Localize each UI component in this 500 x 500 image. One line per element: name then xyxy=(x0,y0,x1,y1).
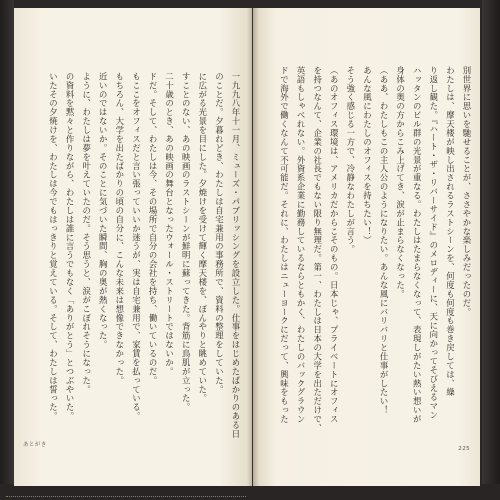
left-column-4: すことのない、あの映画のラストシーンが鮮明に蘇ってきた。背筋に鳥肌が立った。 xyxy=(181,72,192,412)
left-page xyxy=(14,8,252,486)
left-column-7: もここをオフィスだと言い張っていいか迷うが、実は自宅兼用で、家賃を払っている。 xyxy=(131,72,142,421)
left-column-8: もちろん、大学を出たばかりの頃の自分に、こんな未来は想像できなかった。 xyxy=(114,72,125,385)
right-column-2: わたしは、摩天楼が映し出されるラストシーンを、何度も何度も巻き戻しては、繰 xyxy=(445,66,456,397)
left-column-11: の資料を黙々と作りながら、わたしは誰に言うでもなく「ありがとう」とつぶやいた。 xyxy=(65,72,76,421)
left-column-2: のことだ。夕暮れどき、わたしは自宅兼用の事務所で、資料の整理をしていた。 xyxy=(214,72,225,394)
right-column-1: 別世界に思いを馳せることが、ささやかな楽しみだったのだ。 xyxy=(462,66,472,317)
left-column-9: 近いのではないか。そのことに気づいた瞬間、胸の奥が熱くなった。 xyxy=(98,72,109,350)
left-column-1: 一九九八年十一月、ミューズ・パブリッシングを設立した。仕事をはじめたばかりのある日 xyxy=(231,72,241,439)
book-cover-right-edge xyxy=(482,0,500,500)
right-column-7: あんな風にわたしのオフィスを持ちたい！） xyxy=(362,66,373,245)
right-column-12: ドで海外で働くなんて不可能だ。それに、わたしはニューヨークにだって、興味をもった xyxy=(279,66,290,424)
right-column-3: り返し観た。『ハート・ザ・リバーサイド』のメロディーに、天に向かってそびえるマン xyxy=(428,66,439,420)
left-page-folio: あとがき xyxy=(23,442,47,448)
left-column-3: に広がる光景を目にした。夕焼けを受けて輝く摩天楼を、ぼんやりと眺めていた。 xyxy=(197,72,208,403)
right-column-10: を持つなんて、企業の社長でもない限り無理だ。第一、わたしは日本の大学を出ただけで、 xyxy=(312,66,323,433)
right-column-9: （あのオフィス環境は、アメリカだからこそのもの。日本じゃ、プライベートにオフィス xyxy=(329,66,340,424)
left-column-10: ように、わたしは夢を叶えていたのだ。そう思うと、涙がこぼれそうになった。 xyxy=(81,72,92,394)
gilt-decoration xyxy=(6,488,246,497)
left-column-13 xyxy=(44,72,45,458)
left-column-12: いたその夕焼けを、わたしは今でもはっきりと覚えている。そして、わたしは誓った。 xyxy=(48,72,59,421)
right-page-folio: 225 xyxy=(458,446,470,452)
left-column-5: 二十歳のとき、あの映画の舞台となったウォール・ストリートではないか。 xyxy=(164,72,175,376)
right-page-body xyxy=(275,66,475,452)
left-column-6: ドだ。そして、わたしは今、その場所で自分の会社を持ち、働いているのだ。 xyxy=(148,72,159,385)
book-gutter xyxy=(247,8,259,486)
left-page-body xyxy=(44,72,244,458)
right-column-5: 身体の奥の方からこみ上げてき、涙が止まらなくなった。 xyxy=(395,66,406,299)
right-column-8: そう強く感じる一方で、冷静なわたしが言う。 xyxy=(345,66,356,254)
right-column-4: ハッタンのビル群の光景が重なる。わたしはたまらなくなって、表現しがたい熱い想いが xyxy=(412,66,423,424)
right-page xyxy=(253,8,480,486)
right-column-6: （ああ、わたしもこの主人公のようになりたい。あんな風にバリバリと仕事がしたい！ xyxy=(379,66,390,415)
book-cover-left-edge xyxy=(0,0,14,500)
book-cover-bottom-edge xyxy=(0,484,500,500)
right-column-11: 英語もしゃべれない。外資系企業に勤務しているならともかく、わたしのバックグラウン xyxy=(296,66,307,424)
